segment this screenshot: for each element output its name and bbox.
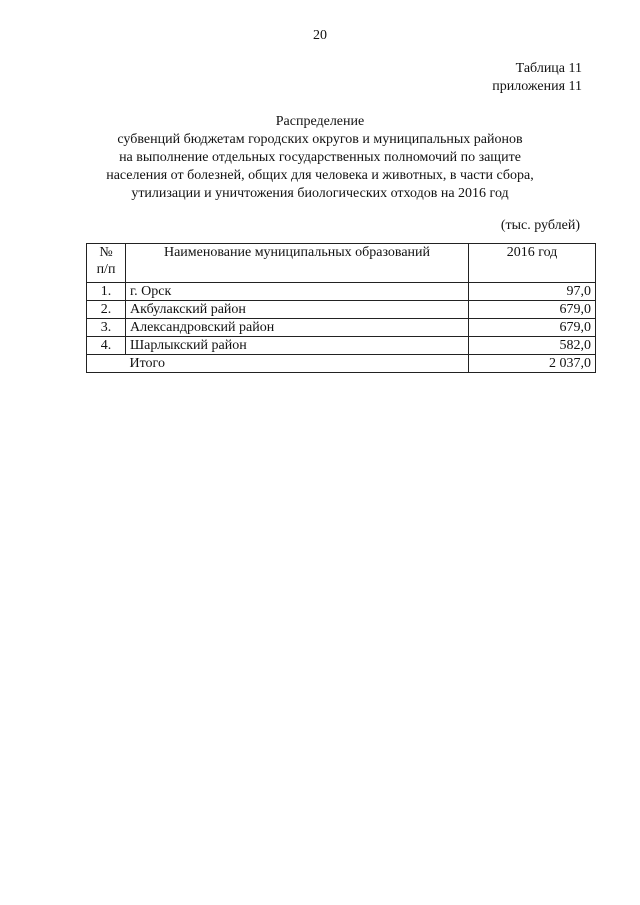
table-reference-line2: приложения 11 — [492, 79, 582, 94]
row-value: 679,0 — [469, 301, 596, 319]
row-name: Акбулакский район — [126, 301, 469, 319]
header-number-line1: № — [99, 245, 113, 260]
row-value: 582,0 — [469, 337, 596, 355]
header-number-line2: п/п — [96, 262, 116, 277]
total-number-cell — [87, 355, 126, 373]
total-value: 2 037,0 — [469, 355, 596, 373]
row-number: 4. — [87, 337, 126, 355]
table-row — [87, 319, 596, 337]
units-label: (тыс. рублей) — [500, 218, 580, 233]
distribution-table — [86, 243, 596, 373]
title-line-3: на выполнение отдельных государственных полномочий по защите — [119, 150, 521, 165]
row-name: Александровский район — [126, 319, 469, 337]
row-name: г. Орск — [126, 283, 469, 301]
header-number — [87, 244, 126, 283]
table-total-row — [87, 355, 596, 373]
row-name: Шарлыкский район — [126, 337, 469, 355]
table-reference — [492, 60, 582, 96]
row-number: 1. — [87, 283, 126, 301]
row-number: 2. — [87, 301, 126, 319]
row-number: 3. — [87, 319, 126, 337]
table-row — [87, 283, 596, 301]
title-line-5: утилизации и уничтожения биологических отходов на 2016 год — [131, 186, 509, 201]
header-value: 2016 год — [469, 244, 596, 283]
document-title — [60, 113, 580, 203]
table-reference-line1: Таблица 11 — [515, 61, 582, 76]
row-value: 97,0 — [469, 283, 596, 301]
total-label: Итого — [126, 355, 469, 373]
header-name: Наименование муниципальных образований — [126, 244, 469, 283]
title-line-4: населения от болезней, общих для человека и животных, в части сбора, — [106, 168, 534, 183]
row-value: 679,0 — [469, 319, 596, 337]
table-header-row — [87, 244, 596, 283]
table-row — [87, 301, 596, 319]
title-line-1: Распределение — [275, 114, 365, 129]
table-row — [87, 337, 596, 355]
title-line-2: субвенций бюджетам городских округов и муниципальных районов — [117, 132, 523, 147]
page-number: 20 — [313, 28, 327, 43]
